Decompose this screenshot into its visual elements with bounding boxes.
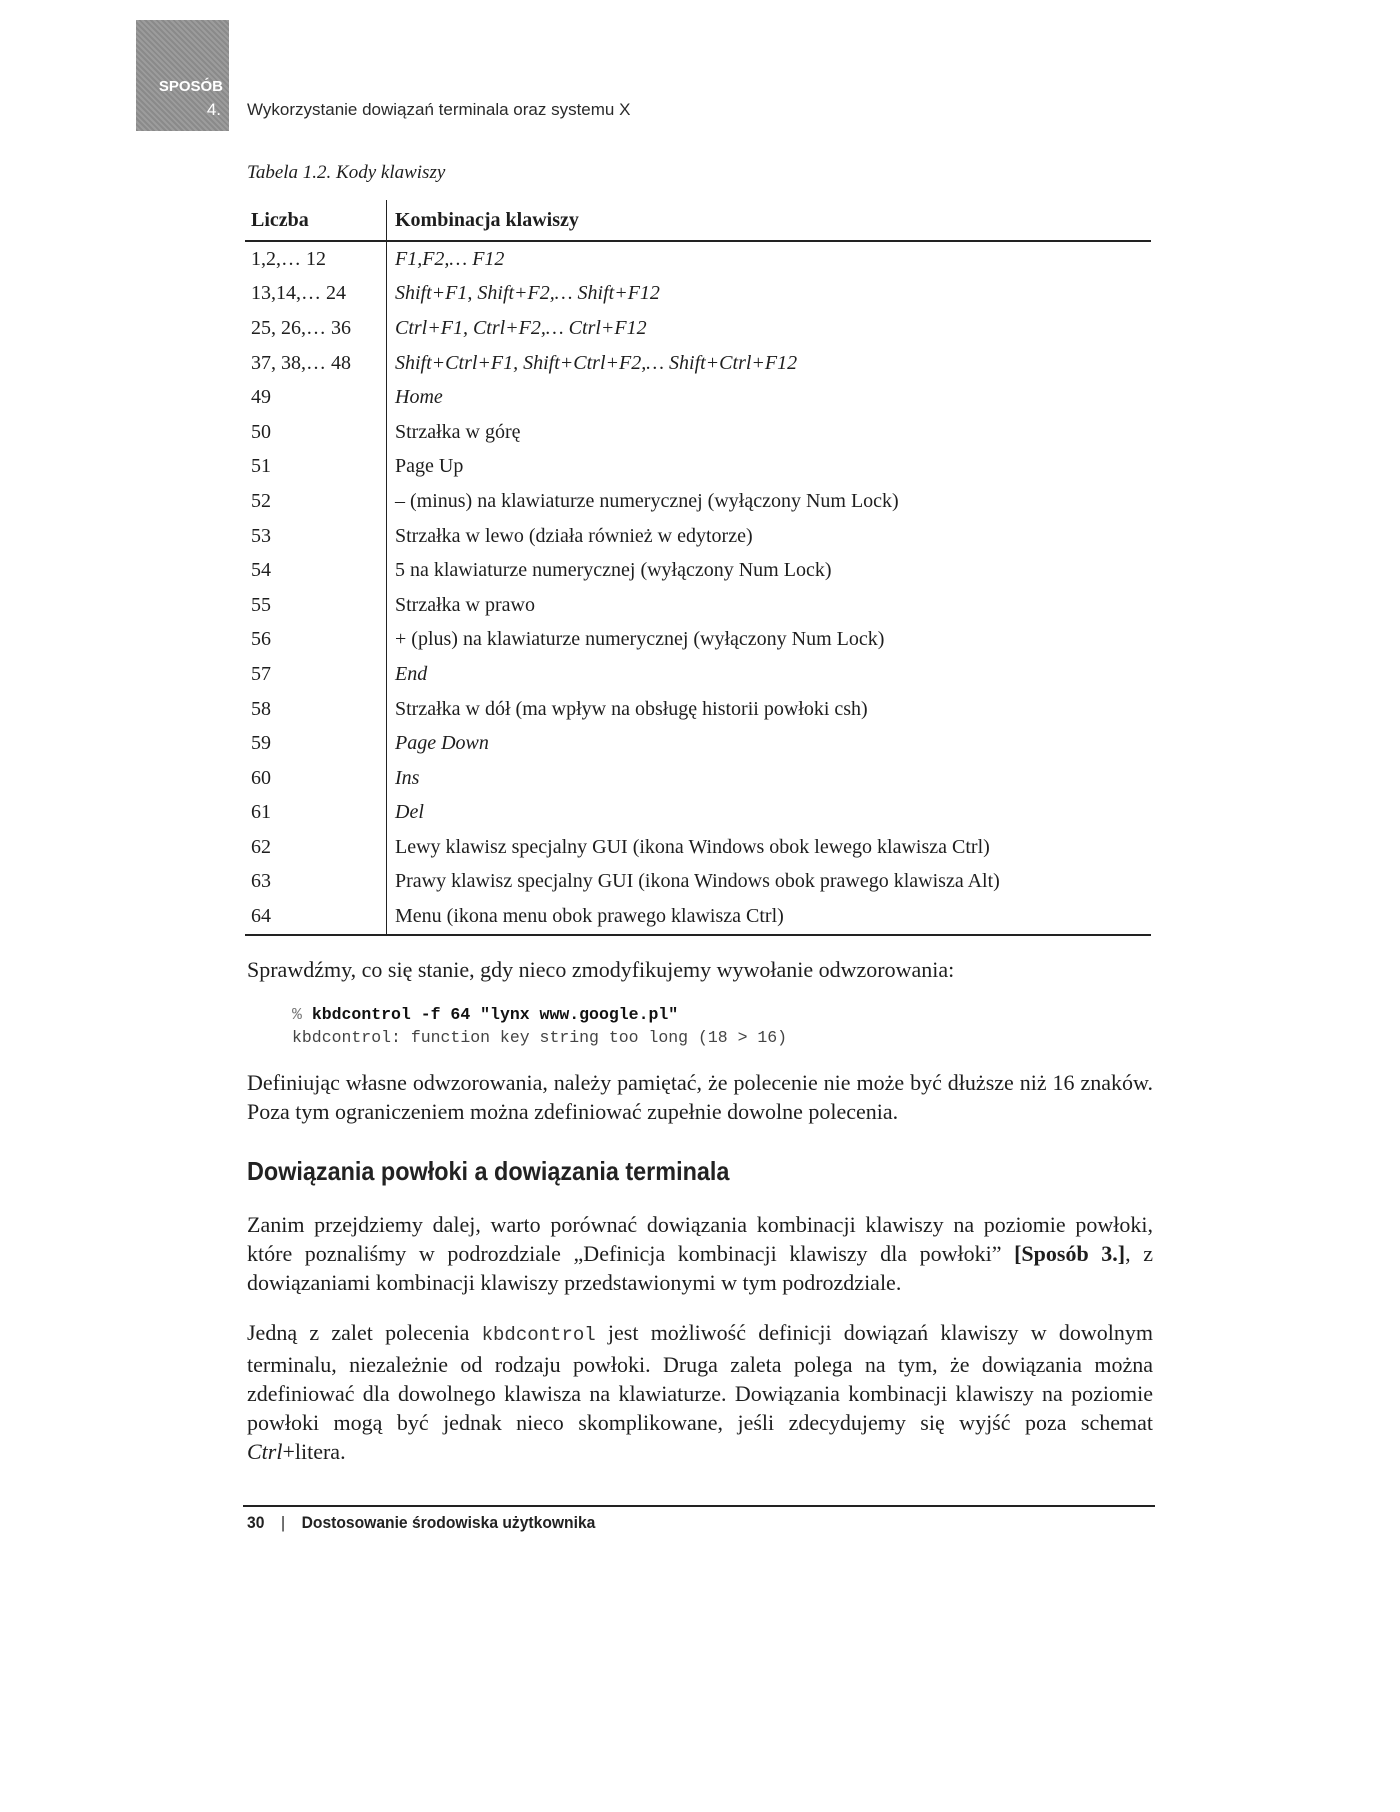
paragraph-comparison — [247, 1210, 1153, 1297]
table-row — [245, 311, 1151, 346]
cell-number: 59 — [245, 726, 387, 761]
key-codes-table — [245, 200, 1151, 936]
table-row — [245, 241, 1151, 277]
cell-combination: Ins — [395, 766, 420, 789]
book-title: Dostosowanie środowiska użytkownika — [301, 1513, 596, 1532]
table-row — [245, 726, 1151, 761]
paragraph-advantages — [247, 1318, 1153, 1466]
inline-code: kbdcontrol — [481, 1324, 596, 1346]
cell-number: 51 — [245, 450, 387, 485]
cell-combination: Home — [395, 386, 443, 409]
paragraph-intro: Sprawdźmy, co się stanie, gdy nieco zmodyfikujemy wywołanie odwzorowania: — [247, 957, 955, 982]
cell-number: 52 — [245, 484, 387, 519]
footer-rule — [243, 1505, 1155, 1507]
cell-number: 64 — [245, 899, 387, 935]
cell-number: 53 — [245, 519, 387, 554]
footer-separator: | — [280, 1513, 286, 1532]
cell-combination: Strzałka w prawo — [395, 593, 535, 616]
code-block — [292, 1003, 787, 1049]
cell-combination: F1,F2,… F12 — [395, 247, 505, 270]
section-badge — [136, 20, 229, 131]
table-row — [245, 415, 1151, 450]
table-body — [245, 241, 1151, 935]
cell-combination: End — [395, 662, 428, 685]
cell-number: 1,2,… 12 — [245, 241, 387, 277]
column-header-combination: Kombinacja klawiszy — [387, 200, 1152, 241]
cell-combination: Strzałka w lewo (działa również w edytorze) — [395, 524, 753, 547]
cell-number: 56 — [245, 623, 387, 658]
code-output: kbdcontrol: function key string too long (18 > 16) — [292, 1028, 788, 1047]
cell-number: 37, 38,… 48 — [245, 346, 387, 381]
paragraph-text: +litera. — [282, 1439, 346, 1464]
cell-number: 60 — [245, 761, 387, 796]
code-command: kbdcontrol -f 64 "lynx www.google.pl" — [311, 1005, 679, 1024]
badge-number: 4. — [206, 100, 221, 119]
code-command-line — [292, 1003, 787, 1026]
table-row — [245, 277, 1151, 312]
cell-combination: Strzałka w dół (ma wpływ na obsługę historii powłoki csh) — [395, 697, 868, 720]
cell-combination: + (plus) na klawiaturze numerycznej (wyłączony Num Lock) — [395, 628, 885, 651]
table-row — [245, 830, 1151, 865]
cell-number: 63 — [245, 865, 387, 900]
table-row — [245, 380, 1151, 415]
table-row — [245, 484, 1151, 519]
cell-combination: Strzałka w górę — [395, 420, 521, 443]
cell-number: 13,14,… 24 — [245, 277, 387, 312]
cell-number: 25, 26,… 36 — [245, 311, 387, 346]
cell-number: 49 — [245, 380, 387, 415]
cell-number: 62 — [245, 830, 387, 865]
running-head: Wykorzystanie dowiązań terminala oraz systemu X — [247, 100, 631, 119]
table-row — [245, 865, 1151, 900]
cell-combination: Shift+Ctrl+F1, Shift+Ctrl+F2,… Shift+Ctrl+F12 — [395, 351, 798, 374]
table-row — [245, 761, 1151, 796]
cell-combination: Page Down — [395, 732, 489, 755]
cell-number: 54 — [245, 553, 387, 588]
shell-prompt: % — [292, 1005, 302, 1024]
table-caption: Tabela 1.2. Kody klawiszy — [247, 162, 446, 183]
table-row — [245, 588, 1151, 623]
paragraph-text: Jedną z zalet polecenia — [247, 1320, 470, 1345]
table-row — [245, 450, 1151, 485]
section-heading: Dowiązania powłoki a dowiązania terminala — [247, 1156, 730, 1186]
cell-combination: Prawy klawisz specjalny GUI (ikona Windows obok prawego klawisza Alt) — [395, 870, 1000, 893]
table-row — [245, 553, 1151, 588]
paragraph-text: , z dowiązaniami kombinacji klawiszy przedstawionymi w tym podrozdziale. — [247, 1241, 1154, 1295]
cell-number: 57 — [245, 657, 387, 692]
cell-combination: Menu (ikona menu obok prawego klawisza Ctrl) — [387, 899, 1152, 935]
cell-number: 55 — [245, 588, 387, 623]
badge-word: SPOSÓB — [158, 78, 223, 95]
table-row — [245, 346, 1151, 381]
cell-number: 50 — [245, 415, 387, 450]
cell-combination: – (minus) na klawiaturze numerycznej (wyłączony Num Lock) — [395, 489, 899, 512]
table-row — [245, 657, 1151, 692]
cell-combination: Ctrl+F1, Ctrl+F2,… Ctrl+F12 — [395, 316, 647, 339]
cell-combination: Page Up — [395, 455, 464, 478]
page-number: 30 — [247, 1513, 265, 1532]
cross-reference: [Sposób 3.] — [1014, 1241, 1126, 1266]
paragraph-limit: Definiując własne odwzorowania, należy pamiętać, że polecenie nie może być dłuższe niż 16 znaków. Poza tym ograniczeniem można zdefiniować zupełnie dowolne polecenia. — [247, 1070, 1153, 1124]
cell-number: 58 — [245, 692, 387, 727]
table-row — [245, 692, 1151, 727]
cell-combination: 5 na klawiaturze numerycznej (wyłączony Num Lock) — [395, 559, 832, 582]
paragraph-text: jest możliwość definicji dowiązań klawiszy w dowolnym terminalu, niezależnie od rodzaju powłoki. Druga zaleta polega na tym, że dowiązania można zdefiniować dla dowolnego klawisza na klawiaturze. Dowiązania kombinacji klawiszy na poziomie powłoki mogą być jednak nieco skomplikowane, jeśli zdecydujemy się wyjść poza schemat — [247, 1320, 1154, 1435]
table-row — [245, 519, 1151, 554]
cell-combination: Lewy klawisz specjalny GUI (ikona Windows obok lewego klawisza Ctrl) — [395, 835, 990, 858]
page-footer — [247, 1513, 595, 1533]
table-header-row — [245, 200, 1151, 241]
inline-key: Ctrl — [247, 1439, 283, 1464]
table-row — [245, 623, 1151, 658]
table-row — [245, 899, 1151, 935]
column-header-number: Liczba — [245, 200, 387, 241]
cell-combination: Del — [395, 801, 424, 824]
table-row — [245, 796, 1151, 831]
cell-number: 61 — [245, 796, 387, 831]
cell-combination: Shift+F1, Shift+F2,… Shift+F12 — [395, 282, 660, 305]
paragraph-text: Zanim przejdziemy dalej, warto porównać dowiązania kombinacji klawiszy na poziomie powłoki, które poznaliśmy w podrozdziale „Definicja kombinacji klawiszy dla powłoki” — [247, 1212, 1153, 1266]
